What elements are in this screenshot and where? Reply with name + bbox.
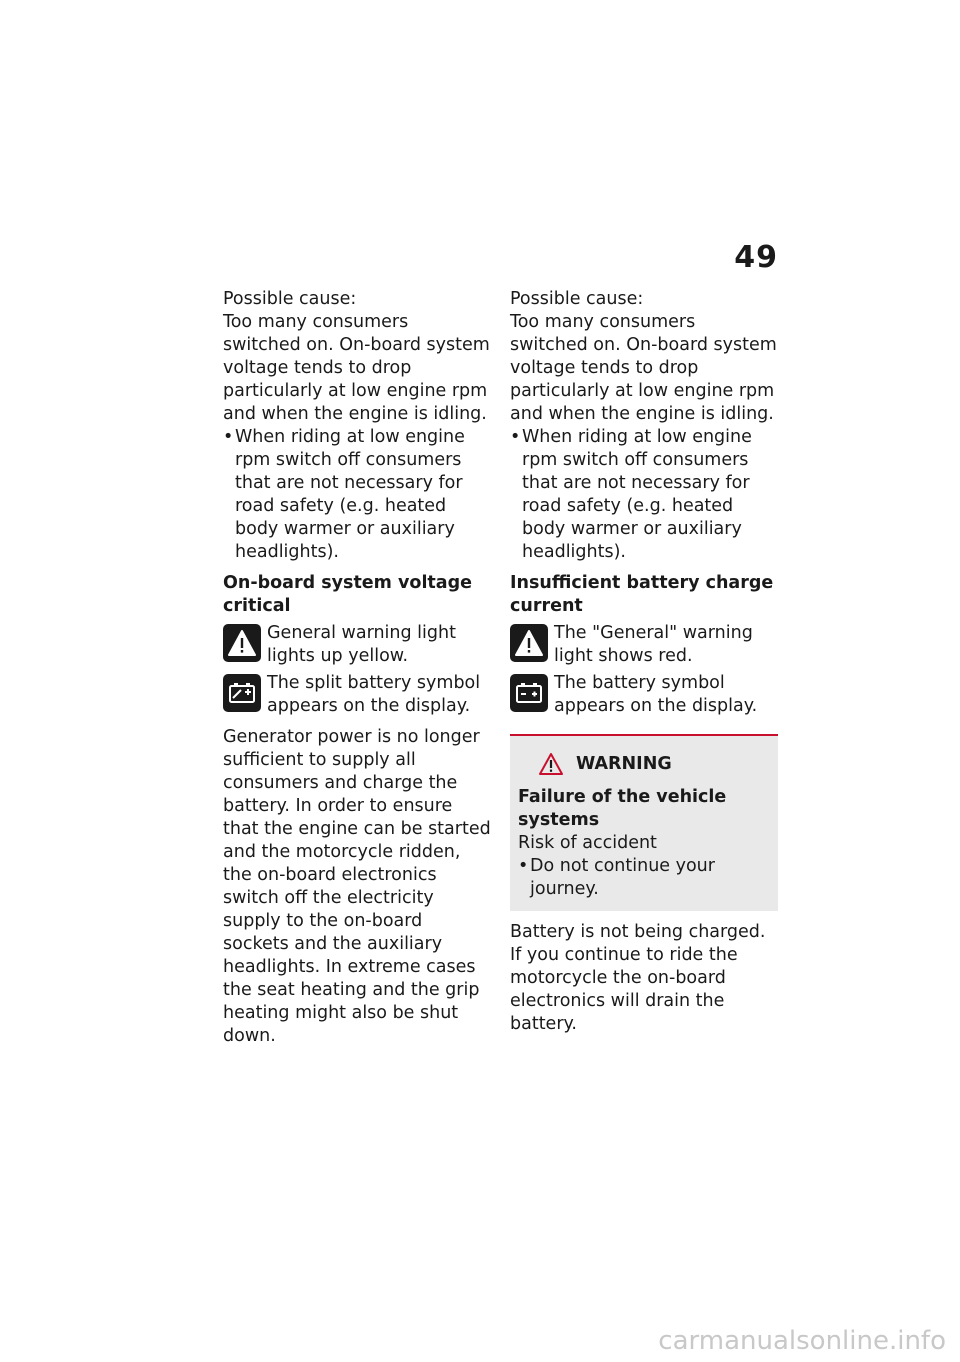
bullet-item: [223, 426, 491, 564]
body-paragraph: Generator power is no longer sufficient to supply all consumers and charge the battery. In order to ensure that the engine can be started and the motorcycle ridden, the on-board electronics switch off the electricity supply to the on-board sockets and the auxiliary headlights. In extreme cases the seat heating and the grip heating might also be shut down.: [223, 727, 491, 1046]
section-heading: On-board system voltage critical: [223, 573, 473, 616]
icon-row-warning-light: [510, 622, 778, 668]
warning-triangle-icon: [510, 624, 548, 662]
split-battery-icon: [223, 674, 261, 712]
icon-description: The battery symbol appears on the display.: [554, 673, 758, 716]
icon-row-warning-light: [223, 622, 491, 668]
warning-header: [518, 752, 770, 776]
icon-row-battery: [223, 672, 491, 718]
bullet-glyph: •: [510, 427, 521, 447]
section-heading: Insufficient battery charge current: [510, 573, 774, 616]
bullet-text: When riding at low engine rpm switch off consumers that are not necessary for road safety (e.g. heated body warmer or auxiliary headlights).: [522, 427, 752, 562]
icon-description: The split battery symbol appears on the display.: [267, 673, 481, 716]
warning-triangle-icon: [223, 624, 261, 662]
icon-description: General warning light lights up yellow.: [267, 623, 456, 666]
warning-risk: Risk of accident: [518, 833, 657, 853]
page-number: 49: [734, 240, 778, 275]
bullet-text: Do not continue your journey.: [530, 856, 715, 899]
warning-triangle-icon: [538, 752, 564, 776]
bullet-glyph: •: [518, 856, 529, 876]
cause-text: Too many consumers switched on. On-board system voltage tends to drop particularly at low engine rpm and when the engine is idling.: [510, 312, 777, 424]
watermark: carmanualsonline.info: [658, 1326, 946, 1356]
icon-row-battery: [510, 672, 778, 718]
cause-label: Possible cause:: [510, 289, 644, 309]
left-column: [223, 288, 491, 1048]
bullet-item: [510, 426, 778, 564]
battery-icon: [510, 674, 548, 712]
icon-description: The "General" warning light shows red.: [554, 623, 753, 666]
warning-subtitle: Failure of the vehicle systems: [518, 787, 727, 830]
warning-title: WARNING: [576, 753, 672, 774]
warning-box: [510, 734, 778, 911]
right-column: [510, 288, 778, 1036]
bullet-text: When riding at low engine rpm switch off consumers that are not necessary for road safety (e.g. heated body warmer or auxiliary headlights).: [235, 427, 465, 562]
cause-text: Too many consumers switched on. On-board system voltage tends to drop particularly at low engine rpm and when the engine is idling.: [223, 312, 490, 424]
bullet-glyph: •: [223, 427, 234, 447]
bullet-item: [518, 855, 770, 901]
cause-label: Possible cause:: [223, 289, 357, 309]
body-paragraph: Battery is not being charged. If you continue to ride the motorcycle the on-board electronics will drain the battery.: [510, 922, 766, 1034]
